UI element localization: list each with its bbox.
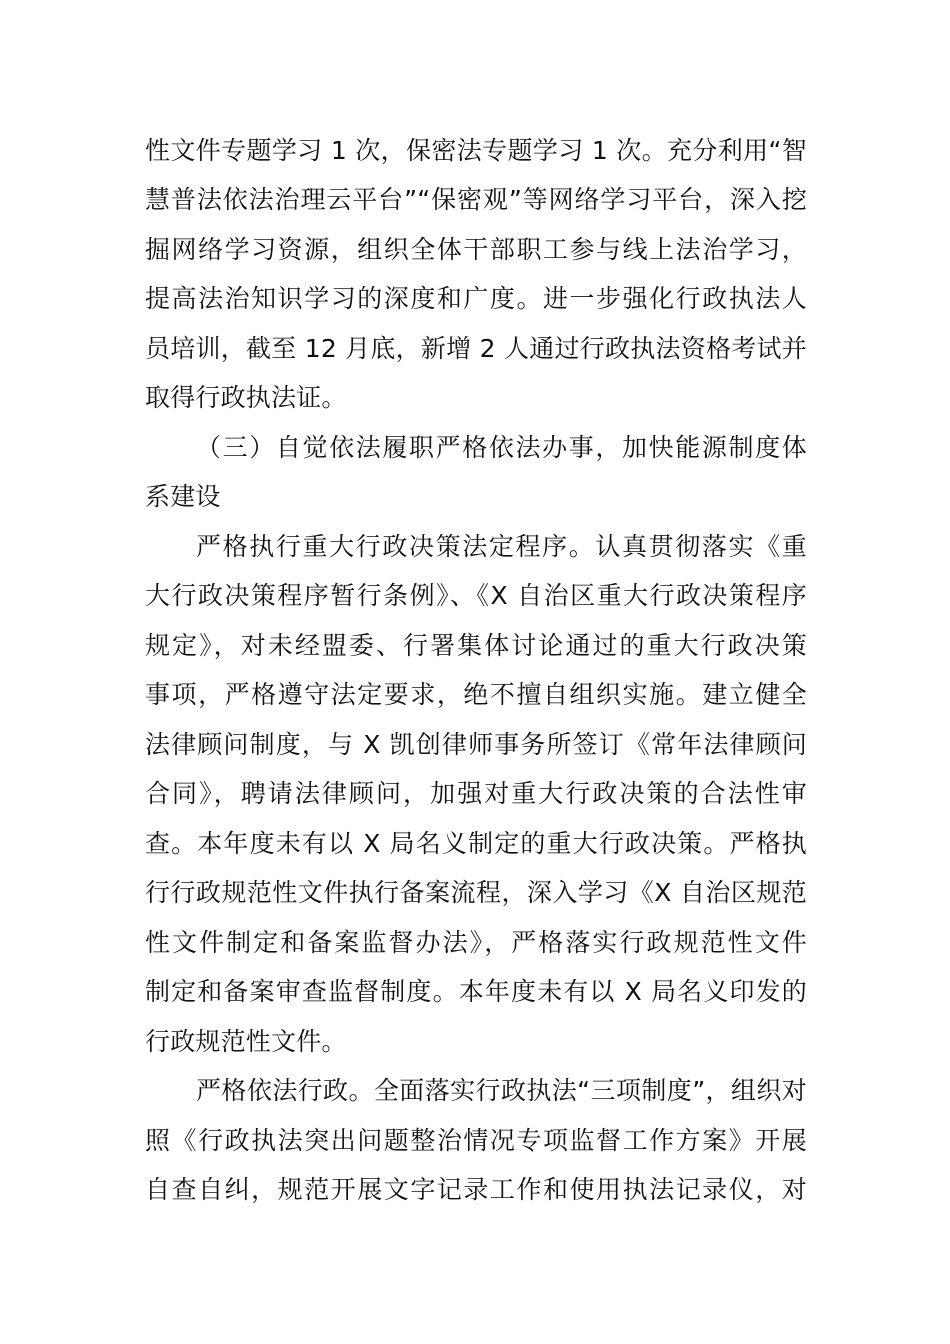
text-line: 性文件制定和备案监督办法》，严格落实行政规范性文件 <box>145 928 807 957</box>
text-line: 合同》，聘请法律顾问，加强对重大行政决策的合法性审 <box>145 779 807 808</box>
text-line: 严格依法行政。全面落实行政执法“三项制度”，组织对 <box>196 1076 807 1105</box>
section-heading-continued: 系建设 <box>145 482 221 511</box>
text-line: 法律顾问制度，与 X 凯创律师事务所签订《常年法律顾问 <box>145 730 807 759</box>
text-line: 严格执行重大行政决策法定程序。认真贯彻落实《重 <box>196 532 807 561</box>
text-line: 掘网络学习资源，组织全体干部职工参与线上法治学习， <box>145 235 807 264</box>
text-line: 大行政决策程序暂行条例》、《X 自治区重大行政决策程序 <box>145 581 807 610</box>
text-line: 照《行政执法突出问题整治情况专项监督工作方案》开展 <box>145 1126 807 1155</box>
text-line: 制定和备案审查监督制度。本年度未有以 X 局名义印发的 <box>145 977 807 1006</box>
text-line: 取得行政执法证。 <box>145 383 347 412</box>
section-heading: （三）自觉依法履职严格依法办事，加快能源制度体 <box>196 433 807 462</box>
text-line: 事项，严格遵守法定要求，绝不擅自组织实施。建立健全 <box>145 680 807 709</box>
text-line: 提高法治知识学习的深度和广度。进一步强化行政执法人 <box>145 284 807 313</box>
text-line: 自查自纠，规范开展文字记录工作和使用执法记录仪，对 <box>145 1175 807 1204</box>
text-line: 性文件专题学习 1 次，保密法专题学习 1 次。充分利用“智 <box>145 136 807 165</box>
text-line: 行政规范性文件。 <box>145 1027 347 1056</box>
text-line: 查。本年度未有以 X 局名义制定的重大行政决策。严格执 <box>145 829 807 858</box>
text-line: 员培训，截至 12 月底，新增 2 人通过行政执法资格考试并 <box>145 334 807 363</box>
text-line: 规定》，对未经盟委、行署集体讨论通过的重大行政决策 <box>145 631 807 660</box>
text-line: 行行政规范性文件执行备案流程，深入学习《X 自治区规范 <box>145 878 807 907</box>
text-line: 慧普法依法治理云平台”“保密观”等网络学习平台，深入挖 <box>145 185 807 214</box>
